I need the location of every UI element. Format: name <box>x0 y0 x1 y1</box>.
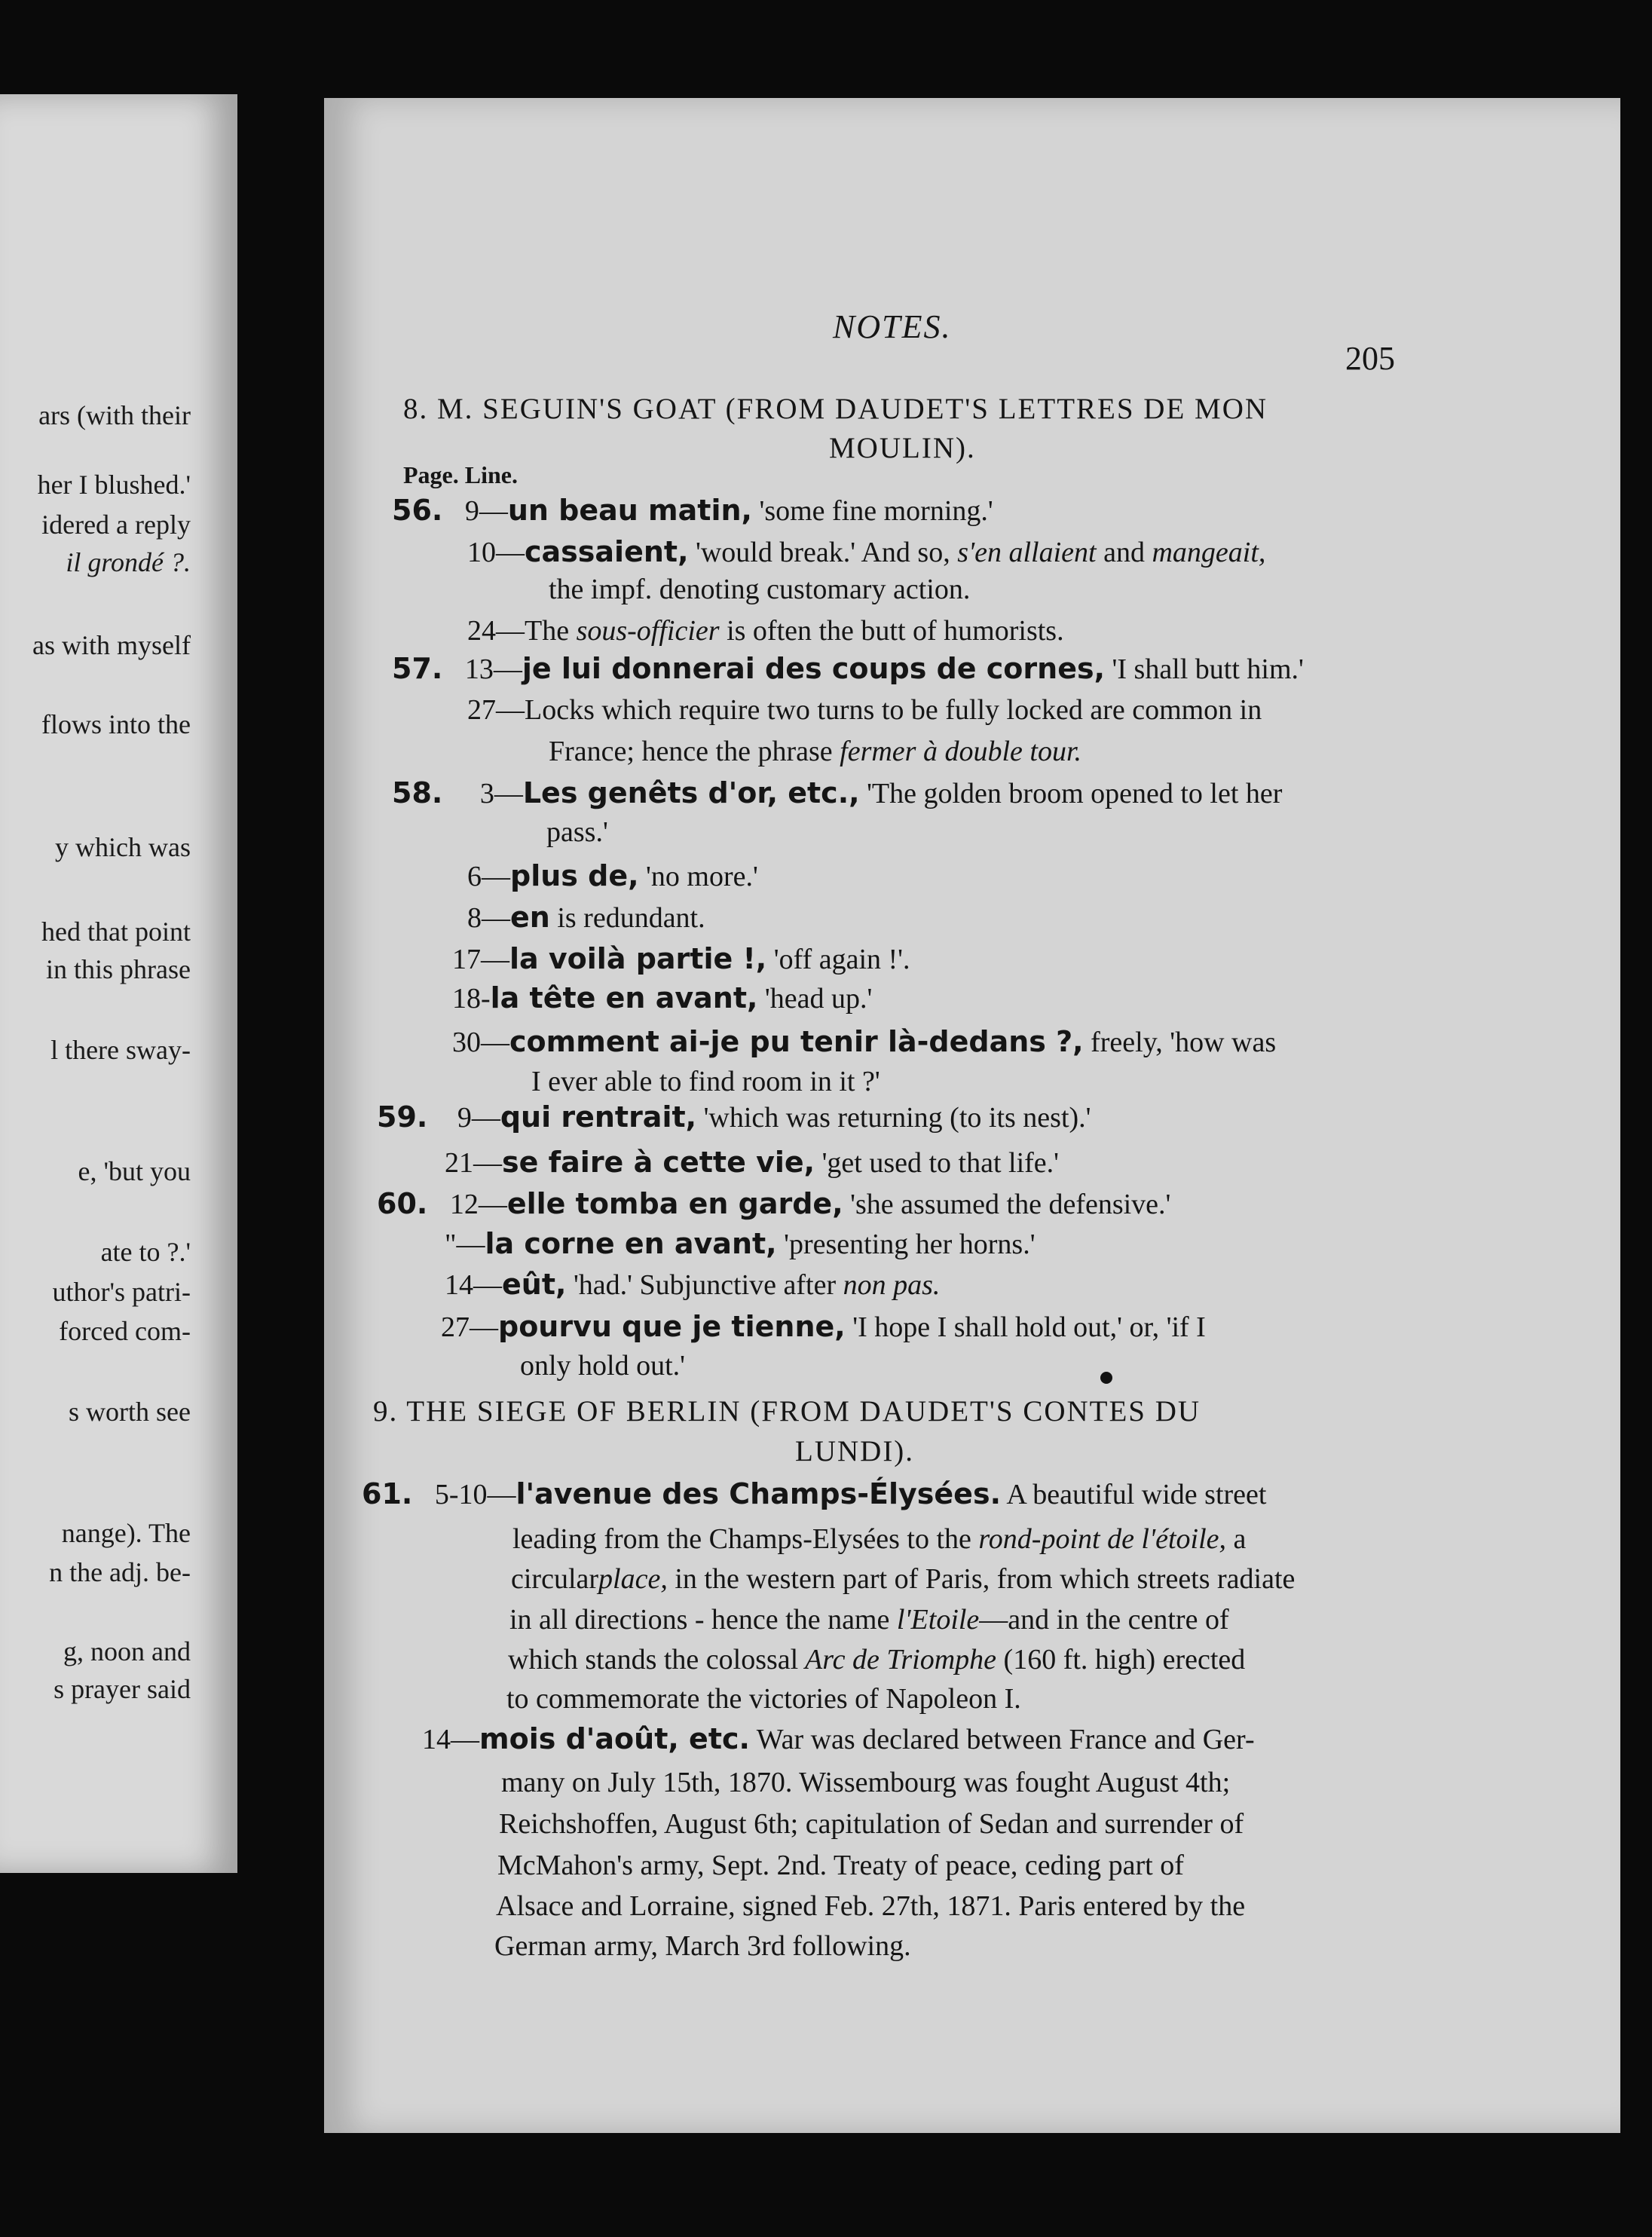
left-page-line: g, noon and <box>63 1636 191 1666</box>
note-term: plus de, <box>510 859 639 892</box>
line-ref: 12— <box>449 1189 507 1220</box>
note-gloss: which stands the colossal <box>508 1644 799 1675</box>
left-page-line: in this phrase <box>46 954 191 984</box>
left-page-line: nange). The <box>61 1518 191 1548</box>
note-gloss: 'which was returning (to its nest).' <box>696 1102 1091 1134</box>
note-term: elle tomba en garde, <box>506 1187 843 1220</box>
left-page-line: l there sway- <box>50 1035 191 1065</box>
note-gloss: 'The golden broom opened to let her <box>859 778 1283 809</box>
note-continuation: Reichshoffen, August 6th; capitulation of Sedan and surrender of <box>499 1808 1244 1840</box>
note-gloss: 'get used to that life.' <box>815 1147 1060 1179</box>
left-page-line: hed that point <box>41 917 191 947</box>
note-gloss: is redundant. <box>549 902 705 934</box>
left-page-line: y which was <box>55 832 191 862</box>
note-entry <box>445 1146 1059 1180</box>
note-term: je lui donnerai des coups de cornes, <box>522 652 1106 685</box>
note-entry <box>377 1187 1170 1221</box>
line-ref: 14— <box>422 1724 479 1755</box>
note-term: la voilà partie !, <box>509 942 767 975</box>
line-ref: 30— <box>452 1027 509 1058</box>
left-page-line: n the adj. be- <box>49 1557 191 1587</box>
line-ref: 6— <box>467 861 510 892</box>
line-ref: 17— <box>452 944 509 975</box>
left-page-line: uthor's patri- <box>52 1277 191 1307</box>
line-ref: 18- <box>452 983 491 1014</box>
note-gloss: leading from the Champs-Elysées to the <box>512 1523 971 1555</box>
page-ref: 56. <box>392 494 443 527</box>
note-gloss: freely, 'how was <box>1083 1027 1277 1058</box>
note-term: la corne en avant, <box>485 1227 777 1260</box>
note-continuation: to commemorate the victories of Napoleon I. <box>506 1683 1021 1715</box>
note-term: eût, <box>502 1268 567 1301</box>
column-header: Page. Line. <box>403 461 518 488</box>
note-gloss: in the western part of Paris, from which streets radiate <box>667 1563 1296 1595</box>
line-ref: 21— <box>445 1147 502 1179</box>
note-gloss: 'presenting her horns.' <box>776 1229 1036 1260</box>
note-entry <box>392 494 993 528</box>
note-entry <box>467 901 705 935</box>
note-gloss: 'would break.' And so, <box>688 537 950 568</box>
left-page-line: ate to ?.' <box>100 1237 191 1267</box>
left-page-line: s worth see <box>69 1397 191 1427</box>
page-ref: 58. <box>392 776 443 809</box>
note-example: rond-point de l'étoile, <box>971 1523 1227 1555</box>
note-gloss: —and in the centre of <box>979 1604 1229 1636</box>
note-continuation <box>512 1522 1246 1556</box>
note-gloss: (160 ft. high) erected <box>996 1644 1246 1675</box>
note-entry <box>452 1025 1276 1059</box>
note-entry <box>445 1227 1036 1261</box>
note-entry <box>377 1100 1091 1134</box>
note-example: l'Etoile <box>889 1604 980 1636</box>
line-ref: "— <box>445 1229 485 1260</box>
note-term: pourvu que je tienne, <box>498 1310 846 1343</box>
left-page-line: idered a reply <box>41 510 191 540</box>
note-entry <box>452 981 872 1015</box>
line-ref: 10— <box>467 537 525 568</box>
note-term: un beau matin, <box>507 494 752 527</box>
note-term: se faire à cette vie, <box>502 1146 815 1179</box>
note-term: mois d'août, etc. <box>479 1722 750 1755</box>
line-ref: 14— <box>445 1269 502 1301</box>
left-page-line: flows into the <box>41 709 191 739</box>
note-continuation <box>508 1643 1245 1676</box>
note-gloss: 24—The <box>467 615 570 647</box>
note-term: Les genêts d'or, etc., <box>522 776 860 809</box>
note-gloss: 'off again !'. <box>766 944 910 975</box>
note-continuation <box>549 735 1081 768</box>
left-page-line: forced com- <box>59 1316 191 1346</box>
ink-dot <box>1100 1372 1112 1384</box>
note-entry <box>467 859 758 893</box>
page-number: 205 <box>1345 340 1395 377</box>
note-continuation: many on July 15th, 1870. Wissembourg was fought August 4th; <box>501 1767 1231 1798</box>
left-page-fragment <box>0 94 237 1873</box>
line-ref: 27— <box>441 1311 498 1343</box>
note-continuation: McMahon's army, Sept. 2nd. Treaty of peace, ceding part of <box>497 1850 1184 1881</box>
note-term: l'avenue des Champs-Élysées. <box>515 1477 1001 1510</box>
note-continuation <box>511 1562 1295 1596</box>
left-page-line: as with myself <box>32 630 191 660</box>
note-entry <box>392 652 1304 686</box>
section-heading-cont: LUNDI). <box>795 1435 915 1467</box>
note-gloss: circular <box>511 1563 599 1595</box>
section-heading-cont: MOULIN). <box>829 432 976 464</box>
note-gloss: War was declared between France and Ger- <box>749 1724 1255 1755</box>
note-example: sous-officier <box>569 615 720 647</box>
page-ref: 59. <box>377 1100 428 1134</box>
line-ref: 5-10— <box>434 1479 516 1510</box>
note-entry <box>467 614 1064 647</box>
note-gloss: France; hence the phrase <box>549 736 833 767</box>
note-example: non pas. <box>836 1269 941 1301</box>
note-gloss: 'some fine morning.' <box>751 495 993 527</box>
section-heading: 9. THE SIEGE OF BERLIN (FROM DAUDET'S CONTES DU <box>373 1395 1201 1428</box>
page-ref: 60. <box>377 1187 428 1220</box>
note-term: cassaient, <box>525 535 689 568</box>
note-continuation <box>509 1603 1229 1636</box>
line-ref: 9— <box>464 495 508 527</box>
note-gloss: 'had.' Subjunctive after <box>566 1269 837 1301</box>
running-title: NOTES. <box>833 308 952 345</box>
note-continuation: Alsace and Lorraine, signed Feb. 27th, 1871. Paris entered by the <box>496 1890 1246 1922</box>
line-ref: 13— <box>464 653 522 685</box>
note-entry <box>441 1310 1206 1344</box>
note-continuation: pass.' <box>546 816 608 848</box>
note-example: s'en allaient <box>950 537 1097 568</box>
note-continuation: I ever able to find room in it ?' <box>531 1066 880 1097</box>
note-gloss: a <box>1226 1523 1247 1555</box>
note-example: Arc de Triomphe <box>798 1644 997 1675</box>
line-ref: 3— <box>479 778 523 809</box>
section-heading: 8. M. SEGUIN'S GOAT (FROM DAUDET'S LETTRES DE MON <box>403 393 1268 425</box>
note-gloss: is often the butt of humorists. <box>719 615 1064 647</box>
note-entry <box>422 1722 1255 1756</box>
note-gloss: 'she assumed the defensive.' <box>843 1189 1171 1220</box>
left-page-line: s prayer said <box>54 1674 191 1704</box>
left-page-line: ars (with their <box>38 400 191 430</box>
left-page-line: e, 'but you <box>78 1156 191 1186</box>
note-entry: 27—Locks which require two turns to be fully locked are common in <box>467 694 1262 726</box>
note-entry <box>452 942 910 976</box>
left-page-line: her I blushed.' <box>37 470 191 500</box>
note-gloss: 'I shall butt him.' <box>1105 653 1304 685</box>
note-gloss: 'head up.' <box>757 983 873 1014</box>
note-gloss: 'no more.' <box>638 861 758 892</box>
note-example: mangeait, <box>1144 537 1266 568</box>
page-ref: 57. <box>392 652 443 685</box>
page-ref: 61. <box>362 1477 413 1510</box>
note-gloss: in all directions - hence the name <box>509 1604 890 1636</box>
note-term: en <box>510 901 550 934</box>
left-page-line: il grondé ?. <box>66 547 191 577</box>
note-continuation: only hold out.' <box>520 1350 686 1382</box>
note-continuation: German army, March 3rd following. <box>494 1930 911 1962</box>
note-gloss: and <box>1096 537 1145 568</box>
note-entry <box>362 1477 1266 1511</box>
line-ref: 9— <box>457 1102 500 1134</box>
note-term: qui rentrait, <box>500 1100 697 1134</box>
note-entry <box>467 535 1265 569</box>
note-entry <box>392 776 1282 810</box>
note-example: fermer à double tour. <box>832 736 1082 767</box>
note-entry <box>445 1268 940 1302</box>
note-term: la tête en avant, <box>490 981 758 1014</box>
note-example: place, <box>598 1563 668 1595</box>
note-gloss: 'I hope I shall hold out,' or, 'if I <box>845 1311 1206 1343</box>
line-ref: 8— <box>467 902 510 934</box>
note-gloss: A beautiful wide street <box>1001 1479 1267 1510</box>
note-continuation: the impf. denoting customary action. <box>549 574 971 605</box>
note-term: comment ai-je pu tenir là-dedans ?, <box>509 1025 1084 1058</box>
